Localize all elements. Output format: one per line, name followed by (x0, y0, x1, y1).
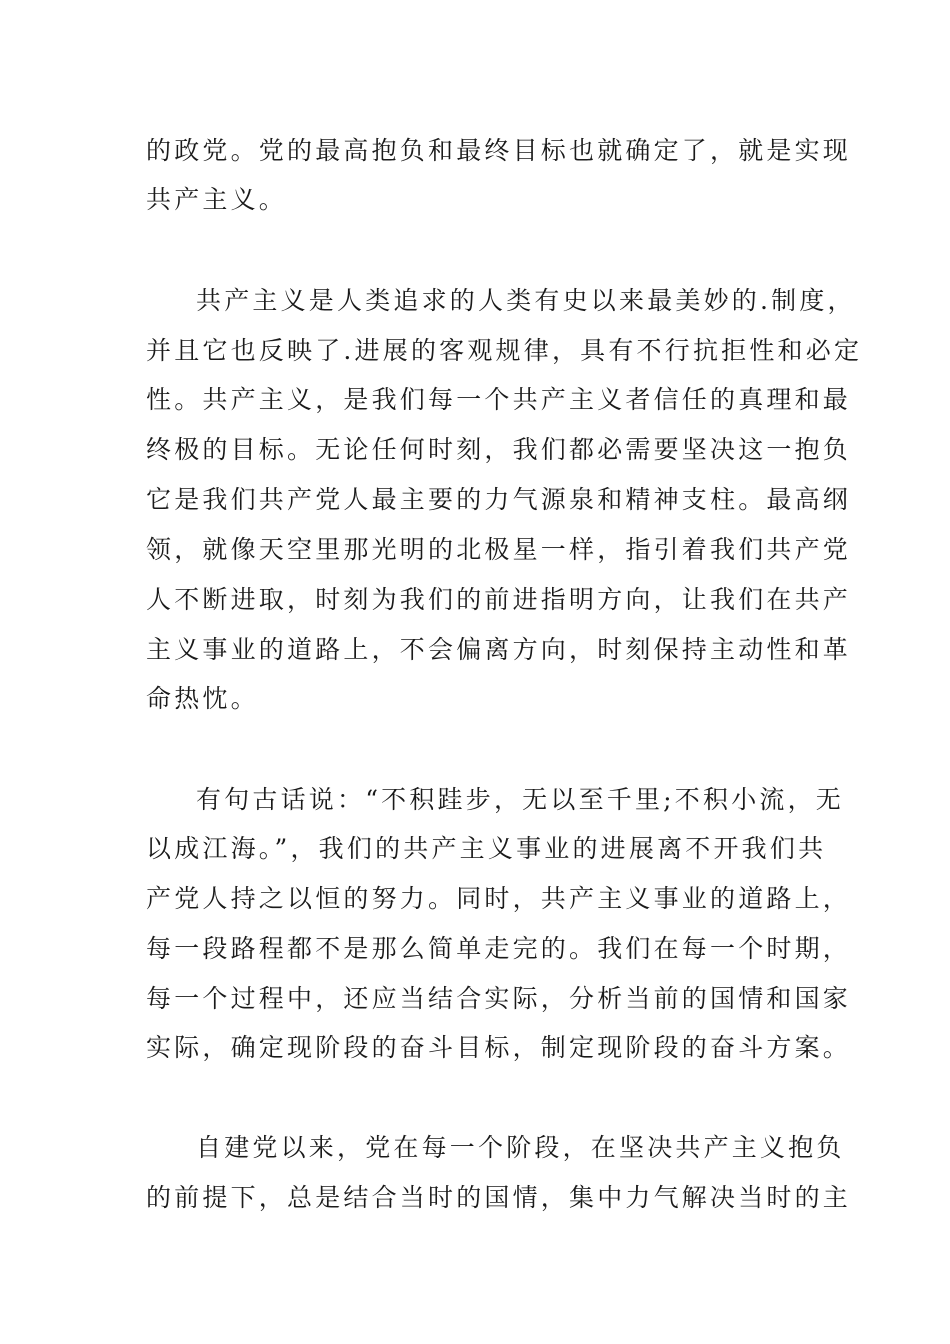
paragraph-3-line-4: 每一段路程都不是那么简单走完的。我们在每一个时期， (146, 934, 852, 963)
paragraph-2-line-9: 命热忱。 (146, 684, 259, 713)
paragraph-2-line-5: 它是我们共产党人最主要的力气源泉和精神支柱。最高纲 (146, 485, 852, 514)
paragraph-1-line-1: 的政党。党的最高抱负和最终目标也就确定了，就是实现 (146, 136, 852, 165)
paragraph-2-line-3: 性。共产主义，是我们每一个共产主义者信任的真理和最 (146, 385, 852, 414)
paragraph-2-line-4: 终极的目标。无论任何时刻，我们都必需要坚决这一抱负 (146, 435, 852, 464)
paragraph-2-line-2: 并且它也反映了.进展的客观规律，具有不行抗拒性和必定 (146, 336, 863, 365)
paragraph-2-line-8: 主义事业的道路上，不会偏离方向，时刻保持主动性和革 (146, 635, 852, 664)
paragraph-3-line-5: 每一个过程中，还应当结合实际，分析当前的国情和国家 (146, 984, 852, 1013)
paragraph-3-line-2: 以成江海。”，我们的共产主义事业的进展离不开我们共 (146, 834, 827, 863)
paragraph-2-line-1: 共产主义是人类追求的人类有史以来最美妙的.制度， (196, 286, 856, 315)
paragraph-2-line-6: 领，就像天空里那光明的北极星一样，指引着我们共产党 (146, 535, 852, 564)
paragraph-4-line-2: 的前提下，总是结合当时的国情，集中力气解决当时的主 (146, 1183, 852, 1212)
paragraph-3-line-6: 实际，确定现阶段的奋斗目标，制定现阶段的奋斗方案。 (146, 1033, 852, 1062)
paragraph-2-line-7: 人不断进取，时刻为我们的前进指明方向，让我们在共产 (146, 585, 852, 614)
paragraph-3-line-1: 有句古话说：“不积跬步，无以至千里;不积小流，无 (196, 785, 845, 814)
paragraph-1-line-2: 共产主义。 (146, 185, 288, 214)
paragraph-4-line-1: 自建党以来，党在每一个阶段，在坚决共产主义抱负 (196, 1133, 845, 1162)
paragraph-3-line-3: 产党人持之以恒的努力。同时，共产主义事业的道路上， (146, 884, 852, 913)
